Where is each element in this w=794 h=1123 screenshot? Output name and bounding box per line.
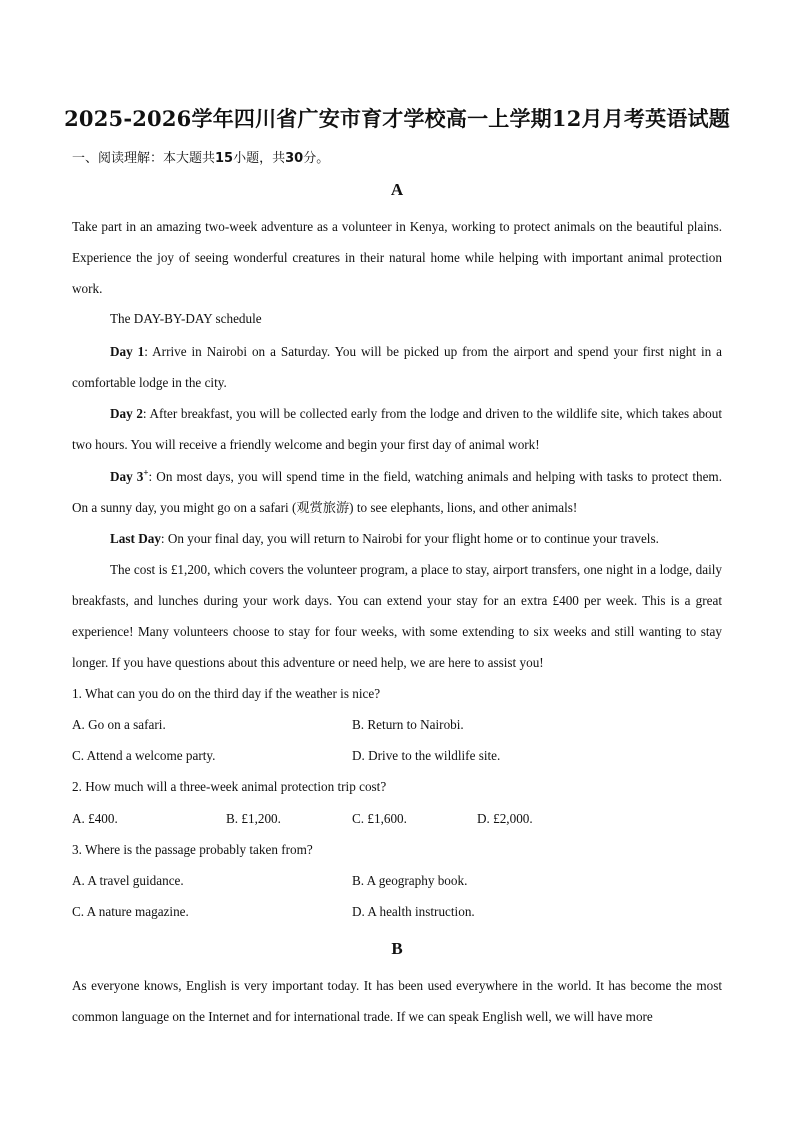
q2-option-b[interactable]: B. £1,200.	[226, 811, 281, 826]
question-3-number: 3	[72, 842, 79, 857]
day-1-label: Day 1	[110, 344, 145, 359]
day-3-item	[72, 461, 722, 523]
question-1-stem: . What can you do on the third day if the weather is nice?	[78, 686, 381, 701]
day-3-sup: +	[143, 467, 149, 478]
section-suffix: 分。	[303, 151, 330, 166]
q3-option-a[interactable]: A. A travel guidance.	[72, 873, 184, 888]
section-heading	[72, 147, 329, 166]
total-score: 30	[285, 151, 304, 166]
question-1	[72, 686, 380, 702]
passage-a-intro: Take part in an amazing two-week adventure as a volunteer in Kenya, working to protect animals on the beautiful plains. Experience the joy of seeing wonderful creatures in their natural home while helping with important animal protection work.	[72, 219, 722, 296]
section-prefix: 一、阅读理解：本大题共	[72, 151, 216, 166]
last-day-label: Last Day	[110, 531, 161, 546]
schedule-heading: The DAY-BY-DAY schedule	[110, 311, 262, 326]
q1-option-b[interactable]: B. Return to Nairobi.	[352, 717, 464, 732]
q2-option-c[interactable]: C. £1,600.	[352, 811, 407, 826]
day-3-text: : On most days, you will spend time in the field, watching animals and helping with tasks to protect them. On a sunny day, you might go on a safari (观赏旅游) to see elephants, lions, and other animals!	[72, 469, 722, 515]
passage-b-letter: B	[391, 939, 403, 958]
day-1-text: : Arrive in Nairobi on a Saturday. You will be picked up from the airport and spend your first night in a comfortable lodge in the city.	[72, 344, 723, 390]
day-2-item	[72, 398, 722, 460]
exam-title: 2025-2026学年四川省广安市育才学校高一上学期12月月考英语试题	[64, 106, 730, 131]
section-mid: 小题，共	[233, 151, 286, 166]
day-1-item	[72, 336, 722, 398]
q3-option-b[interactable]: B. A geography book.	[352, 873, 468, 888]
passage-a-letter: A	[390, 180, 404, 199]
q1-option-a[interactable]: A. Go on a safari.	[72, 717, 166, 732]
day-3-label: Day 3	[110, 469, 144, 484]
q3-option-c[interactable]: C. A nature magazine.	[72, 904, 189, 919]
question-count: 15	[215, 151, 234, 166]
q1-option-c[interactable]: C. Attend a welcome party.	[72, 748, 216, 763]
q1-option-d[interactable]: D. Drive to the wildlife site.	[352, 748, 501, 763]
q2-option-a[interactable]: A. £400.	[72, 811, 118, 826]
day-2-text: : After breakfast, you will be collected early from the lodge and driven to the wildlife site, which takes about two hours. You will receive a friendly welcome and begin your first day of animal work!	[72, 406, 722, 452]
cost-paragraph: The cost is £1,200, which covers the volunteer program, a place to stay, airport transfers, one night in a lodge, daily breakfasts, and lunches during your work days. You can extend your stay for an extra £400 per week. This is a great experience! Many volunteers choose to stay for four weeks, with some extending to six weeks and still wanting to stay longer. If you have questions about this adventure or need help, we are here to assist you!	[72, 562, 722, 670]
question-2-number: 2	[72, 779, 79, 794]
question-3-stem: . Where is the passage probably taken from?	[78, 842, 313, 857]
question-2-stem: . How much will a three-week animal protection trip cost?	[78, 779, 387, 794]
last-day-text: : On your final day, you will return to Nairobi for your flight home or to continue your travels.	[160, 531, 659, 546]
question-1-number: 1	[72, 686, 79, 701]
question-3	[72, 842, 313, 858]
question-2	[72, 779, 386, 795]
q2-option-d[interactable]: D. £2,000.	[477, 811, 533, 826]
day-2-label: Day 2	[110, 406, 143, 421]
last-day-item	[72, 523, 722, 554]
q3-option-d[interactable]: D. A health instruction.	[352, 904, 475, 919]
passage-b-intro: As everyone knows, English is very important today. It has been used everywhere in the world. It has become the most common language on the Internet and for international trade. If we can speak English well, we will have more	[72, 978, 722, 1024]
